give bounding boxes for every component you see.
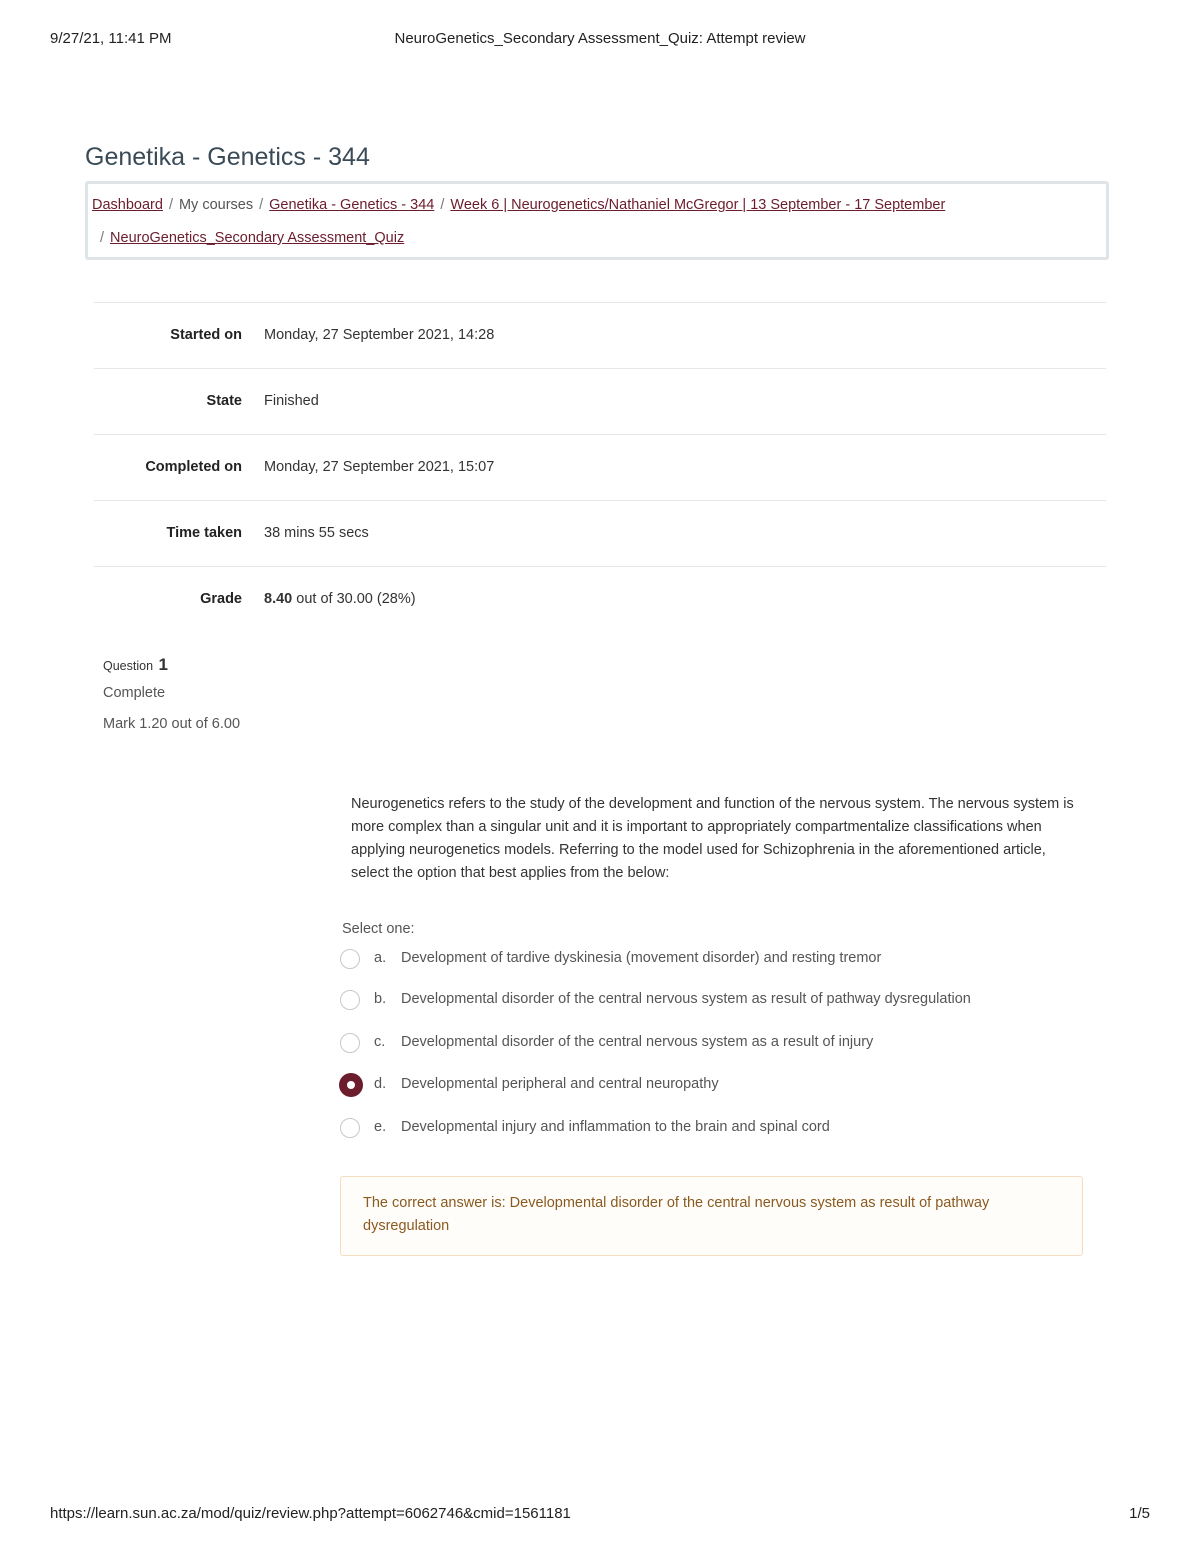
radio-button[interactable]: [340, 1033, 360, 1053]
option-letter: e.: [374, 1119, 387, 1135]
grade-value: [264, 591, 416, 607]
radio-button[interactable]: [340, 990, 360, 1010]
summary-row-completed: [94, 434, 1106, 500]
page-title: Genetika - Genetics - 344: [85, 143, 370, 171]
grade-total: out of 30.00 (28%): [292, 591, 416, 607]
select-one-prompt: Select one:: [342, 921, 415, 937]
question-state: Complete: [103, 685, 166, 701]
option-text: Development of tardive dyskinesia (movement disorder) and resting tremor: [401, 950, 882, 966]
breadcrumb-row: [92, 230, 404, 246]
breadcrumb-course-link[interactable]: Genetika - Genetics - 344: [269, 197, 435, 213]
answer-option-d[interactable]: [340, 1075, 1080, 1099]
answer-option-a[interactable]: [340, 949, 1080, 973]
radio-button[interactable]: [340, 949, 360, 969]
summary-label: Time taken: [166, 525, 242, 541]
option-text: Developmental disorder of the central nervous system as a result of injury: [401, 1034, 874, 1050]
option-text: Developmental injury and inflammation to the brain and spinal cord: [401, 1119, 830, 1135]
summary-row-state: [94, 368, 1106, 434]
breadcrumb-week-link[interactable]: Week 6 | Neurogenetics/Nathaniel McGregor | 13 September - 17 September: [450, 197, 946, 213]
breadcrumb-separator: /: [100, 230, 105, 246]
summary-label: State: [206, 393, 242, 409]
option-text: Developmental peripheral and central neuropathy: [401, 1076, 719, 1092]
summary-row-started: [94, 302, 1106, 368]
print-date: 9/27/21, 11:41 PM: [50, 30, 172, 47]
option-text: Developmental disorder of the central nervous system as result of pathway dysregulation: [401, 991, 971, 1007]
summary-label: Grade: [200, 591, 242, 607]
radio-button[interactable]: [340, 1118, 360, 1138]
question-label: Question: [103, 659, 154, 673]
breadcrumb-separator: /: [259, 197, 264, 213]
summary-label: Started on: [170, 327, 242, 343]
question-number-value: 1: [158, 655, 168, 674]
breadcrumb-quiz-link[interactable]: NeuroGenetics_Secondary Assessment_Quiz: [110, 230, 405, 246]
option-letter: a.: [374, 950, 387, 966]
breadcrumb-row: [92, 197, 945, 213]
breadcrumb-separator: /: [440, 197, 445, 213]
question-info: [103, 655, 240, 732]
grade-score: 8.40: [264, 591, 293, 607]
correct-answer-feedback: [340, 1176, 1083, 1256]
answer-option-c[interactable]: [340, 1033, 1080, 1057]
summary-label: Completed on: [145, 459, 242, 475]
print-header: [50, 30, 1150, 50]
radio-button-selected[interactable]: [339, 1073, 363, 1097]
print-title: NeuroGenetics_Secondary Assessment_Quiz: Attempt review: [394, 30, 806, 47]
summary-value: 38 mins 55 secs: [264, 525, 369, 541]
breadcrumb-dashboard-link[interactable]: Dashboard: [92, 197, 163, 213]
summary-row-grade: [94, 566, 1106, 632]
feedback-text: The correct answer is: Developmental disorder of the central nervous system as result of pathway dysregulation: [363, 1195, 990, 1234]
summary-row-time-taken: [94, 500, 1106, 566]
summary-value: Monday, 27 September 2021, 14:28: [264, 327, 495, 343]
question-text: Neurogenetics refers to the study of the development and function of the nervous system. The nervous system is more complex than a singular unit and it is important to appropriately compartmentalize classifications when applying neurogenetics models. Referring to the model used for Schizophrenia in the aforementioned article, select the option that best applies from the below:: [351, 796, 1074, 881]
answer-option-e[interactable]: [340, 1118, 1080, 1142]
option-letter: c.: [374, 1034, 386, 1050]
option-letter: d.: [374, 1076, 387, 1092]
breadcrumb-my-courses: My courses: [178, 197, 254, 213]
question-mark: Mark 1.20 out of 6.00: [103, 716, 241, 732]
breadcrumb: [85, 181, 1109, 260]
summary-value: Finished: [264, 393, 319, 409]
breadcrumb-separator: /: [168, 197, 173, 213]
answer-option-b[interactable]: [340, 990, 1080, 1014]
attempt-summary: [94, 302, 1106, 632]
option-letter: b.: [374, 991, 387, 1007]
question-number: [103, 655, 240, 675]
print-footer: [50, 1505, 1150, 1525]
print-page-number: 1/5: [1129, 1505, 1150, 1522]
summary-value: Monday, 27 September 2021, 15:07: [264, 459, 495, 475]
print-url: https://learn.sun.ac.za/mod/quiz/review.php?attempt=6062746&cmid=1561181: [50, 1505, 571, 1522]
